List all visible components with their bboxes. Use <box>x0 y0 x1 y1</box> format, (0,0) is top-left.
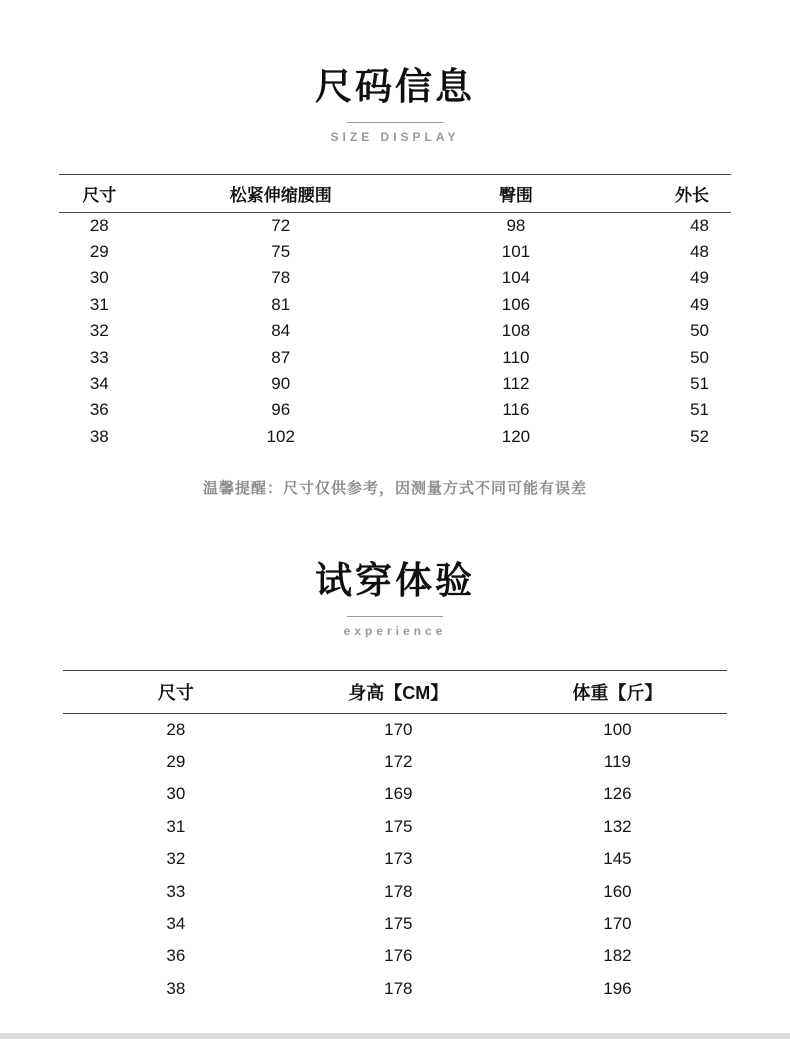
try-on-table-header-row <box>63 670 727 713</box>
table-cell: 178 <box>384 881 413 901</box>
table-cell: 120 <box>501 426 531 446</box>
table-cell: 169 <box>384 784 413 804</box>
table-cell: 31 <box>89 294 109 314</box>
try-on-table-header <box>63 670 727 713</box>
table-cell: 29 <box>166 752 186 771</box>
table-cell: 32 <box>89 321 109 341</box>
table-cell: 32 <box>166 849 186 869</box>
table-row <box>63 778 727 810</box>
table-cell: 108 <box>501 321 531 341</box>
table-header-cell: 外长 <box>675 185 709 205</box>
bottom-divider-strip <box>0 1033 790 1039</box>
table-cell: 145 <box>603 849 632 869</box>
table-cell: 34 <box>166 913 186 933</box>
table-cell: 102 <box>266 426 295 446</box>
size-info-section <box>0 66 790 498</box>
table-cell: 96 <box>271 400 291 420</box>
table-cell: 170 <box>603 913 632 933</box>
table-cell: 126 <box>603 784 632 804</box>
title-divider-line <box>347 616 443 617</box>
table-cell: 112 <box>502 373 530 393</box>
table-row <box>59 345 731 371</box>
size-table-header-row <box>59 174 731 212</box>
table-cell: 34 <box>89 373 109 393</box>
table-cell: 51 <box>690 400 709 420</box>
table-cell: 38 <box>89 426 109 446</box>
table-cell: 170 <box>384 719 413 739</box>
table-header-cell: 松紧伸缩腰围 <box>229 185 332 205</box>
table-row <box>63 843 727 875</box>
table-row <box>59 318 731 344</box>
table-cell: 28 <box>166 719 186 739</box>
table-cell: 36 <box>166 946 186 966</box>
title-divider-line <box>347 122 443 123</box>
table-header-cell: 体重【斤】 <box>572 682 663 703</box>
table-cell: 119 <box>603 752 631 771</box>
table-cell: 48 <box>690 215 709 235</box>
try-on-section <box>0 560 790 1005</box>
table-row <box>59 424 731 450</box>
table-cell: 175 <box>384 816 413 836</box>
table-cell: 160 <box>603 881 632 901</box>
table-cell: 78 <box>271 268 291 288</box>
table-cell: 178 <box>384 978 413 998</box>
table-cell: 87 <box>271 347 291 367</box>
table-cell: 51 <box>690 373 709 393</box>
table-cell: 36 <box>89 400 109 420</box>
table-cell: 100 <box>603 719 632 739</box>
table-cell: 48 <box>690 241 709 261</box>
table-cell: 38 <box>166 978 186 998</box>
table-cell: 173 <box>384 849 413 869</box>
size-table <box>59 174 731 451</box>
section-title-size-info: 尺码信息 <box>315 66 475 107</box>
table-cell: 30 <box>89 268 109 288</box>
table-row <box>63 876 727 908</box>
table-cell: 132 <box>603 816 632 836</box>
table-cell: 75 <box>271 241 291 261</box>
table-row <box>63 811 727 843</box>
section-title-try-on: 试穿体验 <box>315 560 475 602</box>
table-cell: 176 <box>384 946 413 966</box>
table-row <box>63 908 727 940</box>
table-row <box>59 292 731 318</box>
size-table-body <box>59 212 731 450</box>
table-header-cell: 尺寸 <box>82 185 117 205</box>
table-header-cell: 尺寸 <box>157 682 194 703</box>
table-cell: 110 <box>502 347 530 367</box>
table-cell: 101 <box>501 241 531 261</box>
table-cell: 33 <box>166 881 186 901</box>
table-row <box>59 371 731 397</box>
section-subtitle-size-display: SIZE DISPLAY <box>330 129 460 144</box>
table-cell: 106 <box>501 294 531 314</box>
table-cell: 172 <box>384 752 413 771</box>
table-row <box>63 746 727 778</box>
table-row <box>63 973 727 1005</box>
size-table-header <box>59 174 731 212</box>
section-subtitle-experience: experience <box>343 623 447 638</box>
size-note: 温馨提醒：尺寸仅供参考，因测量方式不同可能有误差 <box>202 480 587 498</box>
table-cell: 98 <box>506 215 526 235</box>
table-cell: 29 <box>89 241 109 261</box>
table-row <box>59 265 731 291</box>
try-on-table-body <box>63 713 727 1005</box>
table-cell: 28 <box>89 215 109 235</box>
try-on-table <box>63 670 727 1006</box>
table-row <box>59 397 731 423</box>
table-cell: 31 <box>166 816 186 836</box>
table-cell: 52 <box>690 426 709 446</box>
table-cell: 84 <box>271 321 291 341</box>
table-cell: 49 <box>690 294 709 314</box>
table-row <box>59 212 731 239</box>
table-cell: 104 <box>501 268 531 288</box>
table-header-cell: 身高【CM】 <box>348 682 449 703</box>
table-cell: 182 <box>603 946 632 966</box>
table-cell: 81 <box>271 294 291 314</box>
table-cell: 50 <box>690 347 709 367</box>
table-row <box>63 940 727 972</box>
table-cell: 50 <box>690 321 709 341</box>
table-header-cell: 臀围 <box>498 185 533 205</box>
table-cell: 116 <box>502 400 530 420</box>
table-cell: 33 <box>89 347 109 367</box>
table-cell: 90 <box>271 373 291 393</box>
table-cell: 196 <box>603 978 632 998</box>
table-cell: 72 <box>271 215 291 235</box>
table-row <box>59 239 731 265</box>
table-cell: 30 <box>166 784 186 804</box>
table-cell: 175 <box>384 913 413 933</box>
table-row <box>63 713 727 746</box>
table-cell: 49 <box>690 268 709 288</box>
